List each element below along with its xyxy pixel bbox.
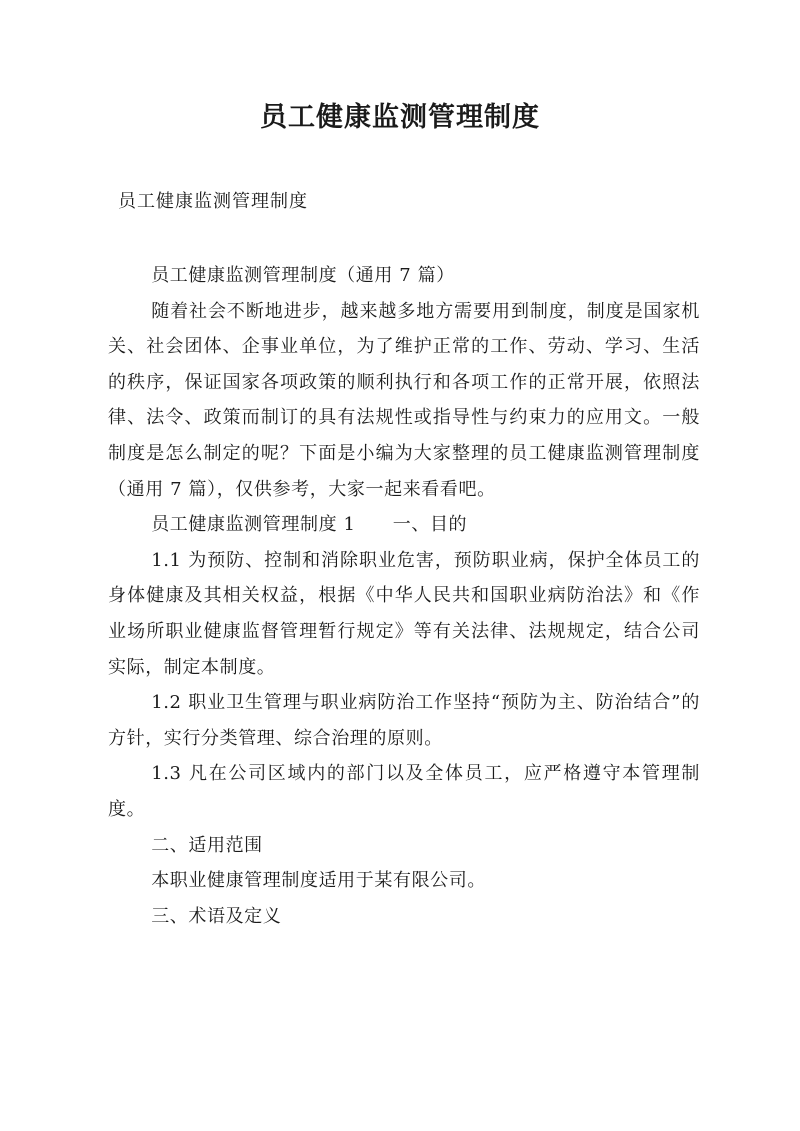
paragraph-clause-1-1: 1.1 为预防、控制和消除职业危害，预防职业病，保护全体员工的身体健康及其相关权益，根据《中华人民共和国职业病防治法》和《作业场所职业健康监督管理暂行规定》等有关法律、法规规定，结合公司实际，制定本制度。 [108, 549, 700, 678]
paragraph-clause-1-2: 1.2 职业卫生管理与职业病防治工作坚持“预防为主、防治结合”的方针，实行分类管理、综合治理的原则。 [108, 692, 700, 749]
paragraph-heading-scope: 二、适用范围 [151, 834, 263, 856]
document-subtitle: 员工健康监测管理制度 [118, 191, 308, 212]
paragraph-intro-title: 员工健康监测管理制度（通用 7 篇） [151, 265, 455, 286]
paragraph-heading-terms: 三、术语及定义 [151, 905, 282, 927]
document-body [108, 258, 700, 934]
paragraph-clause-1-3: 1.3 凡在公司区域内的部门以及全体员工，应严格遵守本管理制度。 [108, 763, 700, 820]
paragraph-intro: 随着社会不断地进步，越来越多地方需要用到制度，制度是国家机关、社会团体、企事业单位，为了维护正常的工作、劳动、学习、生活的秩序，保证国家各项政策的顺利执行和各项工作的正常开展，依照法律、法令、政策而制订的具有法规性或指导性与约束力的应用文。一般制度是怎么制定的呢？下面是小编为大家整理的员工健康监测管理制度（通用 7 篇），仅供参考，大家一起来看看吧。 [108, 300, 700, 500]
document-title: 员工健康监测管理制度 [260, 102, 540, 133]
paragraph-section-heading: 员工健康监测管理制度 1 一、目的 [151, 514, 468, 536]
paragraph-scope: 本职业健康管理制度适用于某有限公司。 [151, 870, 486, 892]
